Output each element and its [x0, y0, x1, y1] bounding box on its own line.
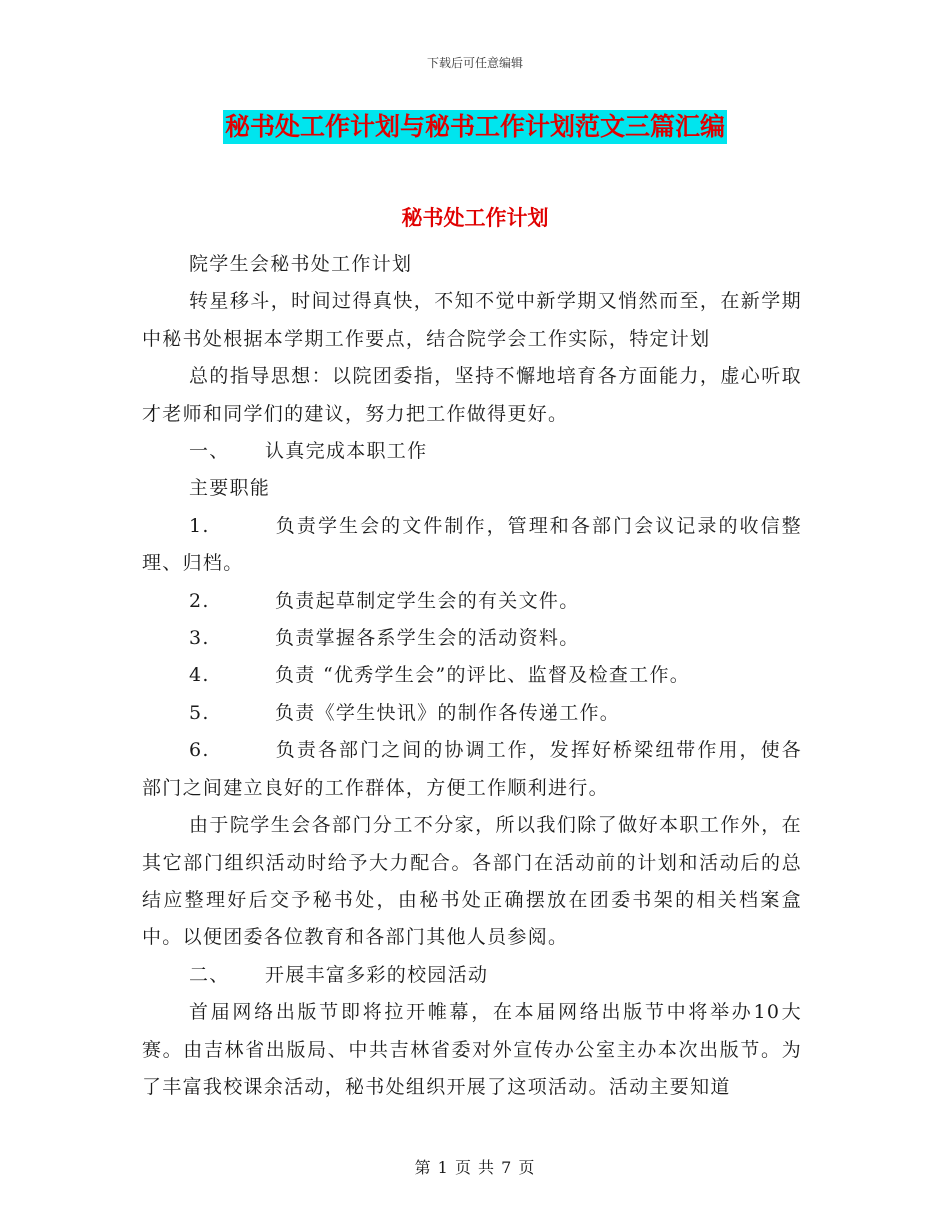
paragraph-guiding-thought: 总的指导思想：以院团委指，坚持不懈地培育各方面能力，虚心听取才老师和同学们的建议，努力把工作做得更好。: [142, 365, 802, 425]
list-item-text: 负责 “优秀学生会”的评比、监督及检查工作。: [275, 664, 691, 687]
list-item-number: 1.: [189, 514, 210, 537]
list-item-number: 5.: [189, 701, 210, 724]
document-title: [0, 110, 950, 144]
list-item: [142, 620, 802, 657]
list-item: [142, 583, 802, 620]
page-number-footer: 第 1 页 共 7 页: [414, 1158, 536, 1177]
list-item: [142, 657, 802, 694]
list-item: [142, 508, 802, 583]
heading-one-number: 一、: [189, 440, 230, 463]
paragraph-subtitle: 院学生会秘书处工作计划: [189, 253, 413, 275]
header-note: 下载后可任意编辑: [426, 56, 523, 70]
paragraph-intro: 转星移斗，时间过得真快，不知不觉中新学期又悄然而至，在新学期中秘书处根据本学期工作要点，结合院学会工作实际，特定计划: [142, 290, 802, 350]
document-title-text: 秘书处工作计划与秘书工作计划范文三篇汇编: [223, 110, 727, 144]
list-item-number: 2.: [189, 589, 210, 612]
list-item-number: 4.: [189, 664, 210, 687]
list-item: [142, 732, 802, 807]
heading-one: [142, 433, 802, 470]
list-item-number: 3.: [189, 627, 210, 650]
section-title: 秘书处工作计划: [401, 205, 549, 230]
list-item: [142, 695, 802, 732]
list-item-text: 负责各部门之间的协调工作，发挥好桥梁纽带作用，使各部门之间建立良好的工作群体，方便工作顺利进行。: [142, 739, 802, 799]
heading-two-number: 二、: [189, 963, 230, 986]
list-item-text: 负责学生会的文件制作，管理和各部门会议记录的收信整理、归档。: [142, 514, 802, 575]
list-item-number: 6.: [189, 739, 210, 762]
paragraph-publishing-festival: 首届网络出版节即将拉开帷幕，在本届网络出版节中将举办10大赛。由吉林省出版局、中共吉林省委对外宣传办公室主办本次出版节。为了丰富我校课余活动，秘书处组织开展了这项活动。活动主要知道: [142, 1001, 802, 1098]
list-item-text: 负责掌握各系学生会的活动资料。: [275, 627, 580, 650]
heading-two-text: 开展丰富多彩的校园活动: [265, 963, 489, 986]
paragraph-cooperation: 由于院学生会各部门分工不分家，所以我们除了做好本职工作外，在其它部门组织活动时给予大力配合。各部门在活动前的计划和活动后的总结应整理好后交予秘书处，由秘书处正确摆放在团委书架的相关档案盒中。以便团委各位教育和各部门其他人员参阅。: [142, 814, 802, 949]
list-item-text: 负责起草制定学生会的有关文件。: [275, 589, 580, 612]
document-body: [142, 246, 802, 1106]
heading-one-text: 认真完成本职工作: [265, 440, 428, 463]
heading-two: [142, 957, 802, 994]
list-item-text: 负责《学生快讯》的制作各传递工作。: [275, 701, 621, 724]
paragraph-main-functions: 主要职能: [189, 477, 271, 500]
